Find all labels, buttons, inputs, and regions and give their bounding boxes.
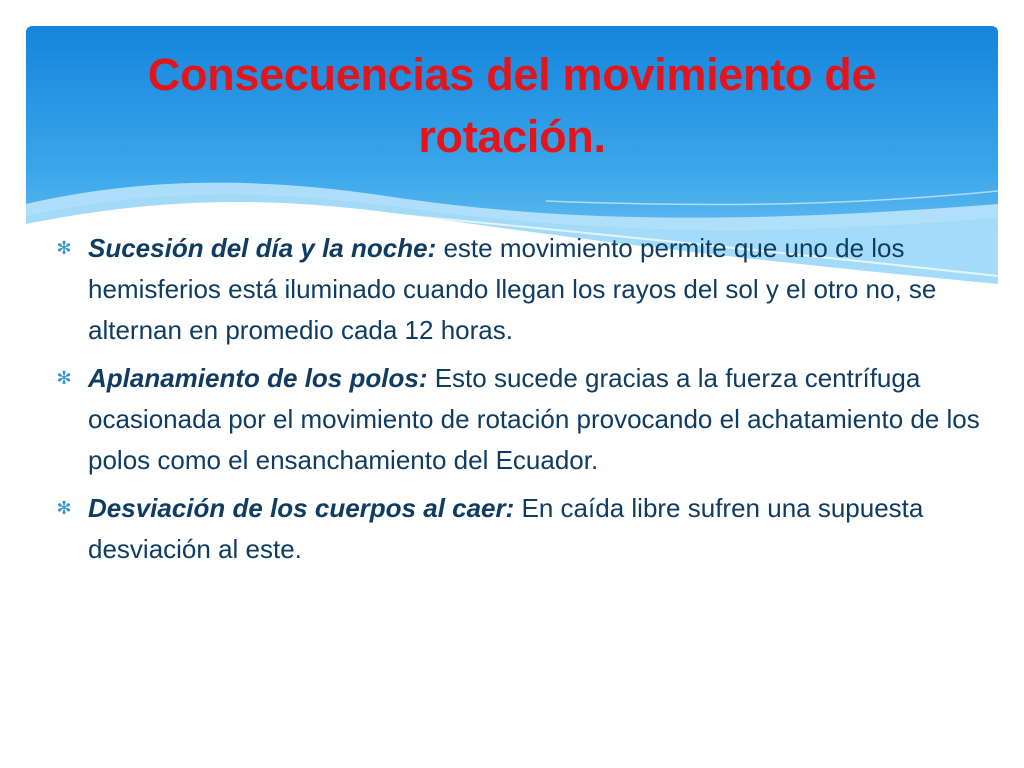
bullet-text: Esto sucede gracias a la fuerza centrífuga ocasionada por el movimiento de rotación provocando el achatamiento de los polos como el ensanchamiento del Ecuador.: [88, 363, 980, 475]
bullet-term-separator: :: [427, 233, 437, 263]
bullet-term: Aplanamiento de los polos:: [88, 363, 428, 393]
bullet-list: [52, 228, 982, 577]
bullet-item: [52, 358, 982, 481]
bullet-text: En caída libre sufren una supuesta desviación al este.: [88, 493, 924, 564]
asterisk-icon: ✻: [56, 498, 72, 518]
bullet-term: Desviación de los cuerpos al caer: [88, 493, 506, 523]
asterisk-icon: ✻: [56, 368, 72, 388]
bullet-item: [52, 488, 982, 570]
slide-title: Consecuencias del movimiento de rotación.: [147, 49, 877, 162]
bullet-term: Sucesión del día y la noche: [88, 233, 428, 263]
bullet-text: este movimiento permite que uno de los hemisferios está iluminado cuando llegan los rayos del sol y el otro no, se alternan en promedio cada 12 horas.: [88, 233, 937, 345]
asterisk-icon: ✻: [56, 238, 72, 258]
bullet-item: [52, 228, 982, 351]
bullet-term-separator: :: [505, 493, 515, 523]
